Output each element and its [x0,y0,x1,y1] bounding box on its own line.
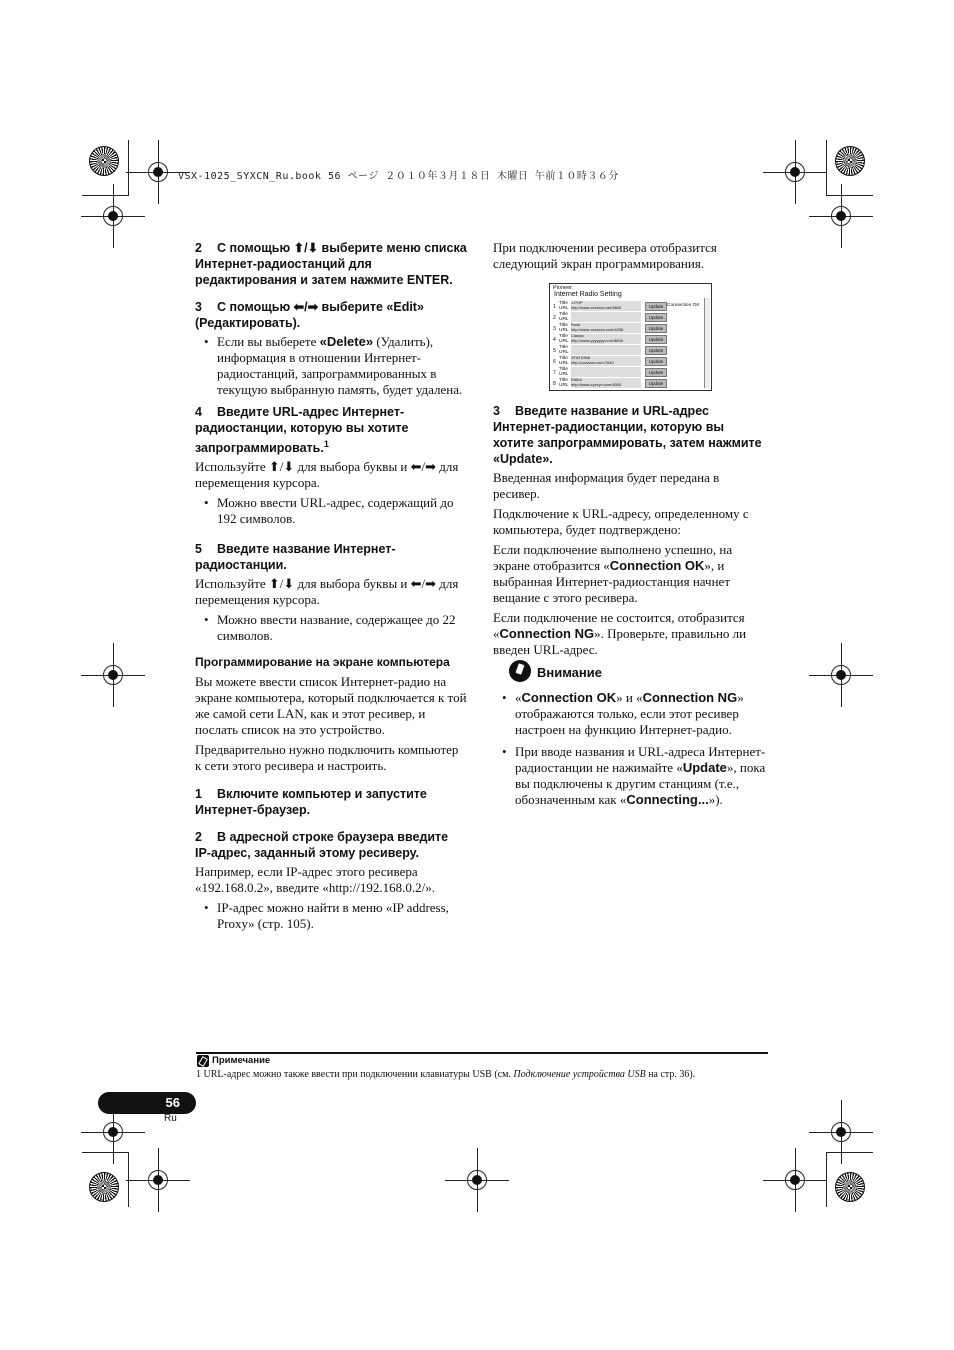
list-item: • «Connection OK» и «Connection NG» отображаются только, если этот ресивер настроен на функцию Интернет-радио. [493,690,768,738]
left-column [195,240,467,938]
screen-entry [553,312,703,323]
url-field[interactable] [571,372,641,377]
screen-title: Internet Radio Setting [554,291,622,298]
entry-labels: Title URL [559,367,569,377]
url-field[interactable]: http://www.yyyyyyy.com:8600 [571,339,641,344]
screen-entries [553,301,703,389]
trim-line [826,140,827,195]
trim-line [128,140,129,195]
screen-entry [553,323,703,334]
caution-title: Внимание [537,665,602,680]
screen-scrollbar [704,298,710,388]
paragraph: Если подключение выполнено успешно, на экране отобразится «Connection OK», и выбранная Интернет-радиостанция начнет вещание с этого ресивера. [493,542,733,605]
title-field[interactable] [571,312,641,317]
title-field[interactable]: STATION6 [571,356,641,361]
entry-labels: Title URL [559,378,569,388]
list-item: • При вводе названия и URL-адреса Интернет-радиостанции не нажимайте «Update», пока вы подключены к другим станциям (т.е., обозначенным как «Connecting...»). [493,744,768,808]
step-2: 2 С помощью ⬆/⬇ выберите меню списка Интернет-радиостанций для редактирования и затем нажмите ENTER. [195,241,467,287]
section-heading: Программирование на экране компьютера [195,655,450,670]
registration-star-icon [835,146,865,176]
url-field[interactable]: http://www.xxxxxxx.net:8600 [571,306,641,311]
trim-line [826,1152,827,1207]
connection-status: Connection OK [667,303,700,308]
screen-entry [553,378,703,389]
trim-line [128,1152,129,1207]
entry-number: 1 [553,304,556,310]
internet-radio-setting-screen [549,283,712,391]
footnote: 1 URL-адрес можно также ввести при подключении клавиатуры USB (см. Подключение устройства USB на стр. 36). [196,1069,696,1080]
registration-star-icon [89,146,119,176]
update-button[interactable]: Update [645,379,667,388]
right-column [493,403,768,662]
note-divider [196,1052,768,1054]
paragraph: Например, если IP-адрес этого ресивера «192.168.0.2», введите «http://192.168.0.2/». [195,864,435,896]
entry-labels: Title URL [559,323,569,333]
update-button[interactable]: Update [645,368,667,377]
screen-brand: Pioneer [553,285,572,291]
screen-entry [553,334,703,345]
paragraph: Предварительно нужно подключить компьютер к сети этого ресивера и настроить. [195,742,459,774]
pc-step-1: 1 Включите компьютер и запустите Интернет-браузер. [195,787,427,818]
update-button[interactable]: Update [645,313,667,322]
step-4: 4 Введите URL-адрес Интернет-радиостанции, которую вы хотите запрограммировать.$^1$ [195,405,409,456]
pc-step-2: 2 В адресной строке браузера введите IP-адрес, заданный этому ресиверу. [195,830,449,861]
title-field[interactable]: J-POP [571,301,641,306]
entry-number: 7 [553,370,556,376]
title-field[interactable]: Rock [571,323,641,328]
entry-labels: Title URL [559,345,569,355]
page-number: 56 [98,1092,196,1114]
note-title: Примечание [212,1055,271,1066]
title-field[interactable]: ENKA [571,378,641,383]
note-icon [197,1055,209,1067]
screen-entry [553,367,703,378]
update-button[interactable]: Update [645,302,667,311]
registration-star-icon [89,1172,119,1202]
entry-number: 4 [553,337,556,343]
paragraph: Используйте ⬆/⬇ для выбора буквы и ⬅/➡ для перемещения курсора. [195,576,459,608]
entry-number: 6 [553,359,556,365]
entry-labels: Title URL [559,356,569,366]
trim-line [826,195,873,196]
registration-star-icon [835,1172,865,1202]
screen-entry [553,345,703,356]
entry-number: 3 [553,326,556,332]
trim-line [82,195,129,196]
title-field[interactable] [571,367,641,372]
title-field[interactable] [571,345,641,350]
url-field[interactable]: http://www.xxxxxxx.com:6096 [571,328,641,333]
paragraph: Если подключение не состоится, отобразится «Connection NG». Проверьте, правильно ли введен URL-адрес. [493,610,747,657]
entry-labels: Title URL [559,312,569,322]
step-3: 3 С помощью ⬅/➡ выберите «Edit» (Редактировать). [195,300,424,330]
url-field[interactable] [571,317,641,322]
trim-line [82,1152,129,1153]
paragraph: Введенная информация будет передана в ресивер. [493,470,720,501]
right-intro: При подключении ресивера отобразится следующий экран программирования. [493,240,717,271]
update-button[interactable]: Update [645,357,667,366]
entry-number: 5 [553,348,556,354]
url-field[interactable]: http://www.zyxzyx.com:8000 [571,383,641,388]
screen-entry [553,301,703,312]
list-item: • IP-адрес можно найти в меню «IP address, Proxy» (стр. 105). [195,900,467,932]
trim-line [826,1152,873,1153]
paragraph: Используйте ⬆/⬇ для выбора буквы и ⬅/➡ для перемещения курсора. [195,459,459,491]
screen-entry [553,356,703,367]
step-3-right: 3 Введите название и URL-адрес Интернет-радиостанции, которую вы хотите запрограммировать, затем нажмите «Update». [493,404,762,466]
url-field[interactable] [571,350,641,355]
entry-number: 8 [553,381,556,387]
list-item: • Если вы выберете «Delete» (Удалить), информация в отношении Интернет-радиостанций, запрограммированных в текущую выбранную память, будет удалена. [195,334,467,398]
update-button[interactable]: Update [645,346,667,355]
list-item: • Можно ввести URL-адрес, содержащий до 192 символов. [195,495,467,527]
caution-icon [509,660,531,682]
list-item: • Можно ввести название, содержащее до 22 символов. [195,612,467,644]
page-language: Ru [164,1113,177,1124]
entry-number: 2 [553,315,556,321]
update-button[interactable]: Update [645,335,667,344]
paragraph: Подключение к URL-адресу, определенному с компьютера, будет подтверждено: [493,506,749,537]
entry-labels: Title URL [559,334,569,344]
caution-list [493,688,768,814]
title-field[interactable]: Classic [571,334,641,339]
entry-labels: Title URL [559,301,569,311]
book-header: VSX-1025_SYXCN_Ru.book 56 ページ ２０１０年３月１８日 木曜日 午前１０時３６分 [178,171,619,182]
url-field[interactable]: http://zzzzzzz.com:7640 [571,361,641,366]
paragraph: Вы можете ввести список Интернет-радио на экране компьютера, который подключается к той же самой сети LAN, как и этот ресивер, и послать список на это устройство. [195,674,467,738]
step-5: 5 Введите название Интернет-радиостанции. [195,542,396,573]
update-button[interactable]: Update [645,324,667,333]
